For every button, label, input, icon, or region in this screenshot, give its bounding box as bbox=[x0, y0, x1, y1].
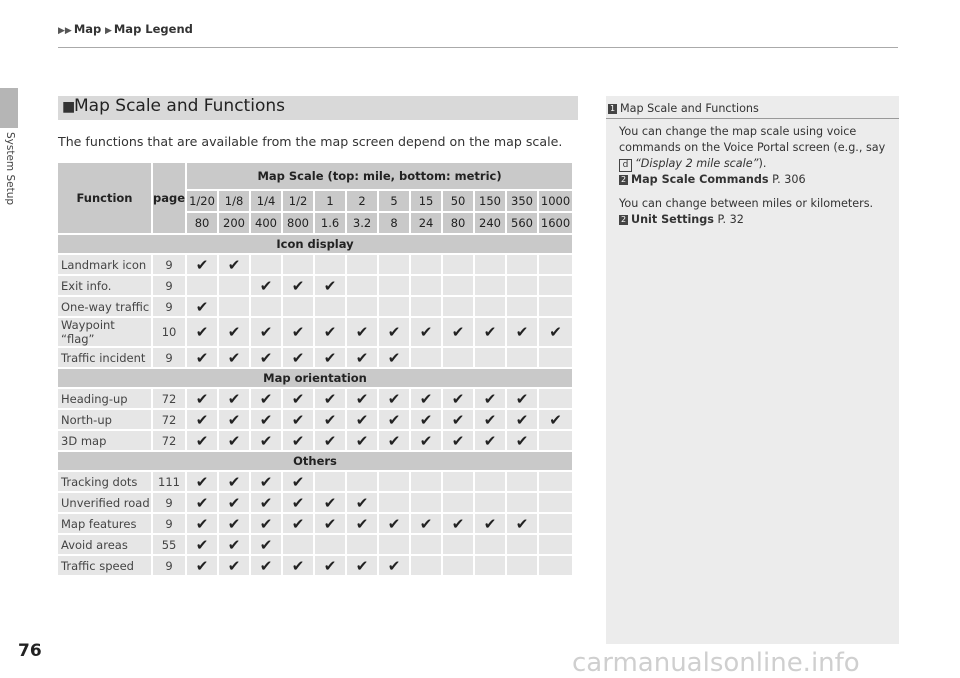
function-cell: Map features bbox=[58, 514, 151, 533]
empty-cell bbox=[507, 348, 537, 367]
mile-scale-cell: 1/2 bbox=[283, 191, 313, 211]
check-icon: ✔ bbox=[283, 389, 313, 408]
empty-cell bbox=[475, 297, 505, 316]
check-icon: ✔ bbox=[379, 410, 409, 429]
side-note-paragraph: You can change the map scale using voice commands on the Voice Portal screen (e.g., say d “Display 2 mile scale”). 2 Map Scale Commands P. 306 bbox=[619, 125, 886, 186]
check-icon: ✔ bbox=[187, 348, 217, 367]
check-icon: ✔ bbox=[187, 297, 217, 316]
check-icon: ✔ bbox=[315, 431, 345, 450]
function-cell: One-way traffic bbox=[58, 297, 151, 316]
ref-link-unit-settings[interactable]: Unit Settings bbox=[631, 213, 714, 226]
empty-cell bbox=[411, 493, 441, 512]
empty-cell bbox=[379, 255, 409, 274]
table-row bbox=[58, 472, 572, 491]
check-icon: ✔ bbox=[187, 318, 217, 346]
metric-scale-cell: 1600 bbox=[539, 213, 572, 233]
empty-cell bbox=[411, 348, 441, 367]
check-icon: ✔ bbox=[347, 389, 377, 408]
empty-cell bbox=[539, 556, 572, 575]
check-icon: ✔ bbox=[187, 255, 217, 274]
empty-cell bbox=[539, 255, 572, 274]
check-icon: ✔ bbox=[251, 431, 281, 450]
check-icon: ✔ bbox=[251, 410, 281, 429]
check-icon: ✔ bbox=[187, 389, 217, 408]
check-icon: ✔ bbox=[187, 472, 217, 491]
check-icon: ✔ bbox=[283, 318, 313, 346]
page-cell: 9 bbox=[153, 297, 185, 316]
check-icon: ✔ bbox=[315, 493, 345, 512]
function-cell: Heading-up bbox=[58, 389, 151, 408]
check-icon: ✔ bbox=[219, 318, 249, 346]
function-cell: North-up bbox=[58, 410, 151, 429]
check-icon: ✔ bbox=[251, 535, 281, 554]
check-icon: ✔ bbox=[347, 431, 377, 450]
mile-scale-cell: 15 bbox=[411, 191, 441, 211]
check-icon: ✔ bbox=[251, 556, 281, 575]
check-icon: ✔ bbox=[315, 318, 345, 346]
empty-cell bbox=[315, 297, 345, 316]
page-cell: 9 bbox=[153, 276, 185, 295]
check-icon: ✔ bbox=[347, 514, 377, 533]
check-icon: ✔ bbox=[379, 431, 409, 450]
page-cell: 9 bbox=[153, 514, 185, 533]
check-icon: ✔ bbox=[379, 556, 409, 575]
page-cell: 9 bbox=[153, 556, 185, 575]
mile-scale-cell: 1000 bbox=[539, 191, 572, 211]
empty-cell bbox=[411, 297, 441, 316]
empty-cell bbox=[507, 535, 537, 554]
check-icon: ✔ bbox=[283, 514, 313, 533]
empty-cell bbox=[379, 276, 409, 295]
check-icon: ✔ bbox=[251, 472, 281, 491]
empty-cell bbox=[379, 297, 409, 316]
empty-cell bbox=[443, 348, 473, 367]
scale-column-header: Map Scale (top: mile, bottom: metric) bbox=[187, 163, 572, 189]
check-icon: ✔ bbox=[283, 556, 313, 575]
empty-cell bbox=[507, 297, 537, 316]
check-icon: ✔ bbox=[219, 472, 249, 491]
function-cell: 3D map bbox=[58, 431, 151, 450]
table-row bbox=[58, 348, 572, 367]
table-row bbox=[58, 431, 572, 450]
check-icon: ✔ bbox=[283, 431, 313, 450]
page-cell: 9 bbox=[153, 493, 185, 512]
empty-cell bbox=[475, 472, 505, 491]
empty-cell bbox=[539, 297, 572, 316]
function-cell: Landmark icon bbox=[58, 255, 151, 274]
metric-scale-cell: 8 bbox=[379, 213, 409, 233]
check-icon: ✔ bbox=[443, 514, 473, 533]
check-icon: ✔ bbox=[283, 472, 313, 491]
table-row bbox=[58, 410, 572, 429]
empty-cell bbox=[475, 255, 505, 274]
note-number-icon: 1 bbox=[609, 104, 616, 113]
empty-cell bbox=[507, 255, 537, 274]
empty-cell bbox=[507, 493, 537, 512]
empty-cell bbox=[379, 535, 409, 554]
check-icon: ✔ bbox=[315, 389, 345, 408]
empty-cell bbox=[443, 535, 473, 554]
check-icon: ✔ bbox=[475, 431, 505, 450]
check-icon: ✔ bbox=[443, 410, 473, 429]
check-icon: ✔ bbox=[219, 535, 249, 554]
check-icon: ✔ bbox=[219, 348, 249, 367]
check-icon: ✔ bbox=[315, 348, 345, 367]
empty-cell bbox=[411, 472, 441, 491]
empty-cell bbox=[315, 255, 345, 274]
empty-cell bbox=[507, 276, 537, 295]
empty-cell bbox=[187, 276, 217, 295]
empty-cell bbox=[411, 276, 441, 295]
empty-cell bbox=[283, 535, 313, 554]
check-icon: ✔ bbox=[347, 410, 377, 429]
function-cell: Avoid areas bbox=[58, 535, 151, 554]
check-icon: ✔ bbox=[251, 389, 281, 408]
empty-cell bbox=[443, 276, 473, 295]
table-row bbox=[58, 255, 572, 274]
side-note-heading: 1 Map Scale and Functions bbox=[609, 102, 759, 115]
empty-cell bbox=[443, 297, 473, 316]
check-icon: ✔ bbox=[187, 514, 217, 533]
check-icon: ✔ bbox=[219, 389, 249, 408]
empty-cell bbox=[539, 348, 572, 367]
check-icon: ✔ bbox=[347, 493, 377, 512]
table-group-heading: Others bbox=[58, 452, 572, 470]
empty-cell bbox=[507, 556, 537, 575]
table-row bbox=[58, 276, 572, 295]
watermark: carmanualsonline.info bbox=[572, 648, 860, 678]
check-icon: ✔ bbox=[475, 318, 505, 346]
check-icon: ✔ bbox=[411, 431, 441, 450]
mile-scale-cell: 1 bbox=[315, 191, 345, 211]
mile-scale-cell: 1/8 bbox=[219, 191, 249, 211]
metric-scale-cell: 200 bbox=[219, 213, 249, 233]
check-icon: ✔ bbox=[379, 348, 409, 367]
metric-scale-cell: 800 bbox=[283, 213, 313, 233]
empty-cell bbox=[347, 276, 377, 295]
function-column-header: Function bbox=[58, 163, 151, 233]
side-note-body bbox=[619, 124, 891, 236]
side-note-divider bbox=[606, 118, 899, 119]
empty-cell bbox=[539, 389, 572, 408]
empty-cell bbox=[219, 276, 249, 295]
check-icon: ✔ bbox=[219, 410, 249, 429]
table-row bbox=[58, 389, 572, 408]
empty-cell bbox=[411, 535, 441, 554]
chapter-tab bbox=[0, 88, 18, 128]
check-icon: ✔ bbox=[507, 318, 537, 346]
mile-scale-cell: 5 bbox=[379, 191, 409, 211]
mile-scale-cell: 350 bbox=[507, 191, 537, 211]
check-icon: ✔ bbox=[187, 493, 217, 512]
mile-scale-cell: 50 bbox=[443, 191, 473, 211]
table-row bbox=[58, 493, 572, 512]
function-cell: Exit info. bbox=[58, 276, 151, 295]
empty-cell bbox=[539, 431, 572, 450]
empty-cell bbox=[379, 472, 409, 491]
check-icon: ✔ bbox=[379, 389, 409, 408]
metric-scale-cell: 240 bbox=[475, 213, 505, 233]
check-icon: ✔ bbox=[187, 535, 217, 554]
mile-scale-cell: 150 bbox=[475, 191, 505, 211]
function-cell: Traffic incident bbox=[58, 348, 151, 367]
table-row bbox=[58, 535, 572, 554]
side-note-paragraph: You can change between miles or kilometers. 2 Unit Settings P. 32 bbox=[619, 197, 874, 226]
check-icon: ✔ bbox=[315, 276, 345, 295]
empty-cell bbox=[507, 472, 537, 491]
mile-scale-cell: 2 bbox=[347, 191, 377, 211]
table-row bbox=[58, 514, 572, 533]
section-heading bbox=[58, 96, 578, 120]
check-icon: ✔ bbox=[347, 318, 377, 346]
page-cell: 72 bbox=[153, 431, 185, 450]
breadcrumb bbox=[58, 22, 193, 36]
metric-scale-cell: 400 bbox=[251, 213, 281, 233]
check-icon: ✔ bbox=[315, 556, 345, 575]
check-icon: ✔ bbox=[475, 389, 505, 408]
check-icon: ✔ bbox=[187, 556, 217, 575]
page-cell: 9 bbox=[153, 348, 185, 367]
check-icon: ✔ bbox=[379, 514, 409, 533]
table-group-heading: Icon display bbox=[58, 235, 572, 253]
check-icon: ✔ bbox=[251, 318, 281, 346]
section-title: Map Scale and Functions bbox=[74, 96, 285, 116]
function-cell: Tracking dots bbox=[58, 472, 151, 491]
empty-cell bbox=[251, 297, 281, 316]
empty-cell bbox=[475, 556, 505, 575]
check-icon: ✔ bbox=[219, 431, 249, 450]
empty-cell bbox=[443, 556, 473, 575]
check-icon: ✔ bbox=[411, 410, 441, 429]
empty-cell bbox=[475, 348, 505, 367]
empty-cell bbox=[379, 493, 409, 512]
page-cell: 72 bbox=[153, 410, 185, 429]
mile-scale-cell: 1/20 bbox=[187, 191, 217, 211]
check-icon: ✔ bbox=[411, 318, 441, 346]
metric-scale-cell: 1.6 bbox=[315, 213, 345, 233]
check-icon: ✔ bbox=[187, 410, 217, 429]
breadcrumb-arrow-icon: ▶▶ bbox=[58, 26, 72, 36]
check-icon: ✔ bbox=[443, 431, 473, 450]
breadcrumb-item-map[interactable]: Map bbox=[73, 22, 102, 36]
check-icon: ✔ bbox=[443, 389, 473, 408]
empty-cell bbox=[475, 535, 505, 554]
map-scale-table bbox=[56, 161, 574, 577]
empty-cell bbox=[219, 297, 249, 316]
empty-cell bbox=[347, 255, 377, 274]
empty-cell bbox=[411, 255, 441, 274]
empty-cell bbox=[539, 493, 572, 512]
reference-icon: 2 bbox=[620, 175, 627, 184]
intro-text: The functions that are available from the map screen depend on the map scale. bbox=[58, 134, 563, 149]
header-divider bbox=[58, 47, 898, 48]
empty-cell bbox=[443, 493, 473, 512]
check-icon: ✔ bbox=[347, 348, 377, 367]
empty-cell bbox=[539, 535, 572, 554]
check-icon: ✔ bbox=[219, 493, 249, 512]
check-icon: ✔ bbox=[283, 276, 313, 295]
chapter-label: System Setup bbox=[4, 132, 16, 206]
metric-scale-cell: 560 bbox=[507, 213, 537, 233]
metric-scale-cell: 80 bbox=[187, 213, 217, 233]
check-icon: ✔ bbox=[475, 410, 505, 429]
empty-cell bbox=[283, 255, 313, 274]
check-icon: ✔ bbox=[315, 410, 345, 429]
page-cell: 55 bbox=[153, 535, 185, 554]
check-icon: ✔ bbox=[219, 556, 249, 575]
empty-cell bbox=[475, 276, 505, 295]
check-icon: ✔ bbox=[539, 410, 572, 429]
voice-command-icon: d bbox=[619, 159, 632, 172]
check-icon: ✔ bbox=[507, 410, 537, 429]
check-icon: ✔ bbox=[283, 348, 313, 367]
empty-cell bbox=[347, 472, 377, 491]
empty-cell bbox=[283, 297, 313, 316]
check-icon: ✔ bbox=[347, 556, 377, 575]
check-icon: ✔ bbox=[507, 514, 537, 533]
check-icon: ✔ bbox=[283, 493, 313, 512]
empty-cell bbox=[443, 255, 473, 274]
empty-cell bbox=[539, 472, 572, 491]
check-icon: ✔ bbox=[251, 514, 281, 533]
check-icon: ✔ bbox=[411, 389, 441, 408]
function-cell: Unverified road bbox=[58, 493, 151, 512]
page-cell: 10 bbox=[153, 318, 185, 346]
empty-cell bbox=[443, 472, 473, 491]
empty-cell bbox=[539, 276, 572, 295]
page-cell: 111 bbox=[153, 472, 185, 491]
empty-cell bbox=[315, 535, 345, 554]
check-icon: ✔ bbox=[251, 276, 281, 295]
reference-icon: 2 bbox=[620, 215, 627, 224]
mile-scale-cell: 1/4 bbox=[251, 191, 281, 211]
check-icon: ✔ bbox=[251, 493, 281, 512]
empty-cell bbox=[315, 472, 345, 491]
breadcrumb-arrow-icon: ▶ bbox=[104, 26, 112, 36]
ref-link-map-scale-commands[interactable]: Map Scale Commands bbox=[631, 173, 769, 186]
empty-cell bbox=[539, 514, 572, 533]
empty-cell bbox=[411, 556, 441, 575]
check-icon: ✔ bbox=[443, 318, 473, 346]
check-icon: ✔ bbox=[475, 514, 505, 533]
check-icon: ✔ bbox=[411, 514, 441, 533]
check-icon: ✔ bbox=[187, 431, 217, 450]
page-cell: 72 bbox=[153, 389, 185, 408]
page-cell: 9 bbox=[153, 255, 185, 274]
table-row bbox=[58, 556, 572, 575]
table-row bbox=[58, 318, 572, 346]
empty-cell bbox=[347, 535, 377, 554]
table-row bbox=[58, 297, 572, 316]
function-cell: Traffic speed bbox=[58, 556, 151, 575]
check-icon: ✔ bbox=[219, 514, 249, 533]
check-icon: ✔ bbox=[219, 255, 249, 274]
function-cell: Waypoint “flag” bbox=[58, 318, 151, 346]
table-group-heading: Map orientation bbox=[58, 369, 572, 387]
metric-scale-cell: 3.2 bbox=[347, 213, 377, 233]
page-number: 76 bbox=[18, 641, 42, 661]
square-bullet-icon: ■ bbox=[62, 99, 76, 115]
check-icon: ✔ bbox=[539, 318, 572, 346]
empty-cell bbox=[251, 255, 281, 274]
check-icon: ✔ bbox=[507, 389, 537, 408]
check-icon: ✔ bbox=[379, 318, 409, 346]
check-icon: ✔ bbox=[315, 514, 345, 533]
check-icon: ✔ bbox=[251, 348, 281, 367]
check-icon: ✔ bbox=[283, 410, 313, 429]
page-column-header: page bbox=[153, 163, 185, 233]
empty-cell bbox=[475, 493, 505, 512]
metric-scale-cell: 24 bbox=[411, 213, 441, 233]
metric-scale-cell: 80 bbox=[443, 213, 473, 233]
empty-cell bbox=[347, 297, 377, 316]
breadcrumb-item-map-legend[interactable]: Map Legend bbox=[113, 22, 193, 36]
check-icon: ✔ bbox=[507, 431, 537, 450]
